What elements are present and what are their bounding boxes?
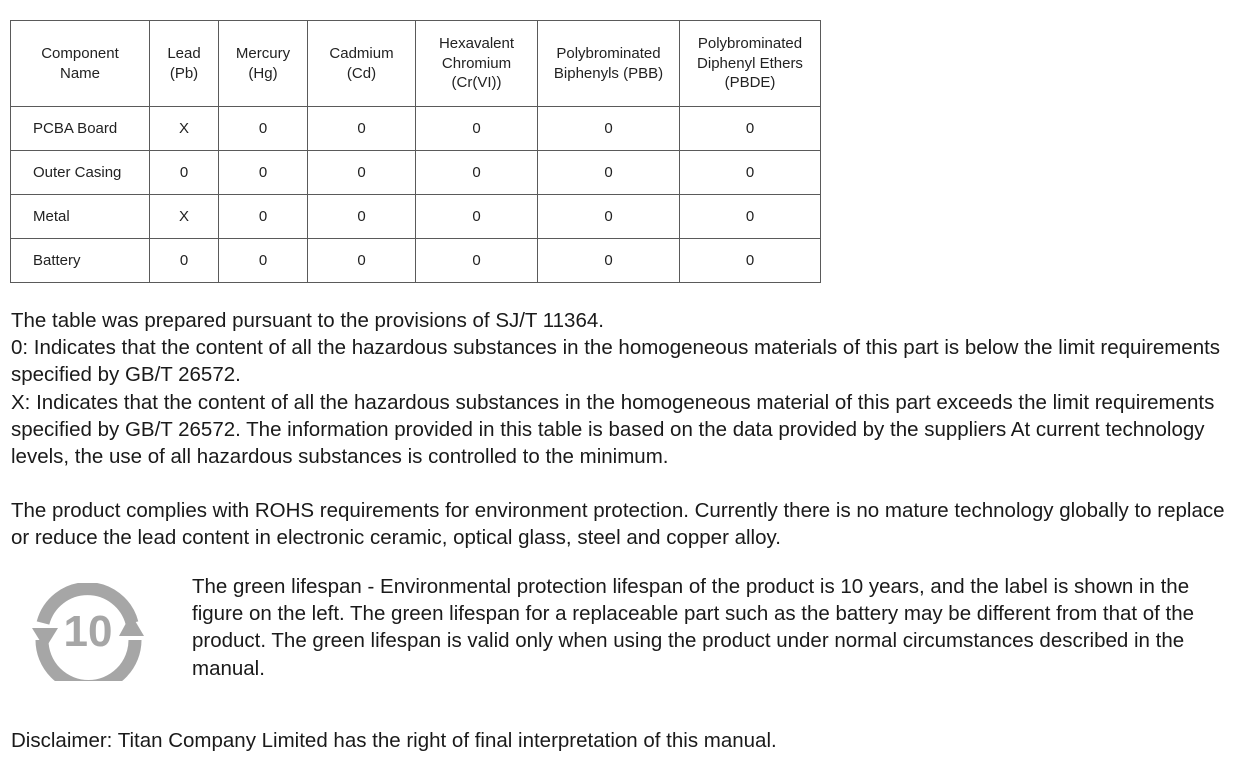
pbb-cell: 0 [538,107,680,151]
chromium-cell: 0 [416,239,538,283]
pbde-cell: 0 [680,239,821,283]
table-notes [11,307,1243,552]
pbb-cell: 0 [538,195,680,239]
rohs-statement: The product complies with ROHS requirements for environment protection. Currently there is no mature technology globally to replace or reduce the lead content in electronic ceramic, optical glass, steel and copper alloy. [11,499,1225,550]
disclaimer: Disclaimer: Titan Company Limited has the right of final interpretation of this manual. [11,729,777,752]
prepared-note: The table was prepared pursuant to the provisions of SJ/T 11364. [11,309,604,332]
zero-definition: 0: Indicates that the content of all the hazardous substances in the homogeneous materials of this part is below the limit requirements specified by GB/T 26572. [11,336,1221,387]
chromium-cell: 0 [416,195,538,239]
header-hexavalent-chromium: Hexavalent Chromium (Cr(VI)) [416,21,538,107]
lead-cell: X [150,107,219,151]
component-cell: Metal [11,195,150,239]
component-cell: Outer Casing [11,151,150,195]
component-cell: Battery [11,239,150,283]
pbde-cell: 0 [680,195,821,239]
header-cadmium: Cadmium (Cd) [308,21,416,107]
table-row [11,107,821,151]
header-mercury: Mercury (Hg) [219,21,308,107]
table-header-row [11,21,821,107]
header-pbde: Polybrominated Diphenyl Ethers (PBDE) [680,21,821,107]
cadmium-cell: 0 [308,107,416,151]
mercury-cell: 0 [219,239,308,283]
pbb-cell: 0 [538,151,680,195]
mercury-cell: 0 [219,195,308,239]
header-lead: Lead (Pb) [150,21,219,107]
lead-cell: 0 [150,151,219,195]
pbde-cell: 0 [680,107,821,151]
chromium-cell: 0 [416,107,538,151]
x-definition: X: Indicates that the content of all the hazardous substances in the homogeneous material of this part exceeds the limit requirements specified by GB/T 26572. The information provided in this table is based on the data provided by the suppliers At current technology levels, the use of all hazardous substances is controlled to the minimum. [11,390,1215,469]
hazardous-substances-table [10,20,821,283]
cadmium-cell: 0 [308,151,416,195]
table-row [11,239,821,283]
pbde-cell: 0 [680,151,821,195]
mercury-cell: 0 [219,107,308,151]
header-component-name: Component Name [11,21,150,107]
component-cell: PCBA Board [11,107,150,151]
chromium-cell: 0 [416,151,538,195]
pbb-cell: 0 [538,239,680,283]
mercury-cell: 0 [219,151,308,195]
green-lifespan-section [192,573,1242,682]
lead-cell: X [150,195,219,239]
green-lifespan-10-icon [32,583,144,681]
header-pbb: Polybrominated Biphenyls (PBB) [538,21,680,107]
cadmium-cell: 0 [308,239,416,283]
logo-number: 10 [63,607,113,656]
table-row [11,195,821,239]
green-lifespan-text: The green lifespan - Environmental protection lifespan of the product is 10 years, and the label is shown in the figure on the left. The green lifespan for a replaceable part such as the battery may be different from that of the product. The green lifespan is valid only when using the product under normal circumstances described in the manual. [192,575,1195,680]
lead-cell: 0 [150,239,219,283]
cadmium-cell: 0 [308,195,416,239]
arrow-up-right-icon [119,614,144,636]
table-row [11,151,821,195]
